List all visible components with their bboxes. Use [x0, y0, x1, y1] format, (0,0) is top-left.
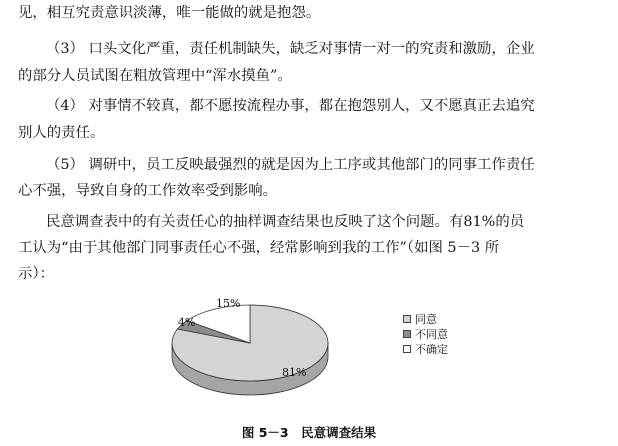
legend-label: 同意 [415, 312, 437, 326]
paragraph-line: （4） 对事情不较真，都不愿按流程办事，都在抱怨别人，又不愿真正去追究 [46, 98, 535, 114]
paragraph-line: （3） 口头文化严重，责任机制缺失，缺乏对事情一对一的究责和激励，企业 [46, 41, 535, 57]
legend-swatch [403, 345, 411, 353]
paragraph-line: 的部分人员试图在粗放管理中“浑水摸鱼”。 [18, 68, 292, 84]
pie-data-label: 15% [216, 297, 241, 310]
paragraph-line: 工认为“由于其他部门同事责任心不强，经常影响到我的工作”（如图 5－3 所 [18, 240, 500, 256]
pie-data-label: 81% [282, 366, 307, 379]
paragraph-line: 民意调查表中的有关责任心的抽样调查结果也反映了这个问题。有81%的员 [46, 214, 525, 230]
figure-caption: 图 5－3 民意调查结果 [241, 425, 377, 440]
paragraph-line: 别人的责任。 [18, 125, 105, 141]
paragraph-line: 见，相互究责意识淡薄，唯一能做的就是抱怨。 [18, 5, 321, 21]
legend-item-agree [403, 311, 448, 326]
paragraph-line: 心不强，导致自身的工作效率受到影响。 [18, 183, 278, 199]
legend-swatch [403, 330, 411, 338]
legend-swatch [403, 315, 411, 323]
chart-legend [403, 311, 448, 356]
pie-data-label: 4% [178, 316, 196, 329]
legend-item-disagree [403, 326, 448, 341]
paragraph-line: （5） 调研中，员工反映最强烈的就是因为上工序或其他部门的同事工作责任 [46, 157, 535, 173]
legend-item-unsure [403, 341, 448, 356]
legend-label: 不确定 [415, 342, 448, 356]
paragraph-line: 示）： [18, 266, 54, 282]
legend-label: 不同意 [415, 327, 448, 341]
